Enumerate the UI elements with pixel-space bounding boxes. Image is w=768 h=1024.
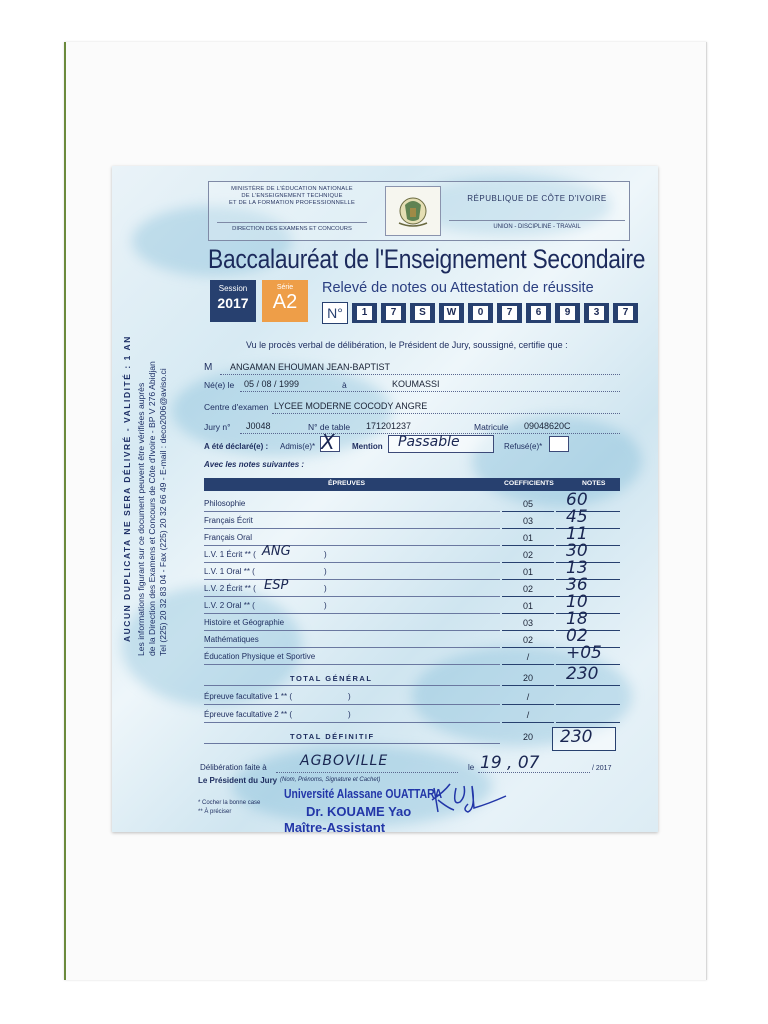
- sidebar-info-2: de la Direction des Examens et Concours de Côte d'Ivoire - BP V 276 Abidjan: [147, 361, 157, 656]
- jury-label: Jury n°: [204, 422, 231, 432]
- session-year: 2017: [217, 295, 249, 311]
- mention-label: Mention: [352, 442, 383, 451]
- note-value: 10: [566, 592, 588, 612]
- serial-char-value: S: [415, 306, 430, 320]
- subject-label: L.V. 2 Oral ** (: [204, 601, 255, 610]
- mention-value: Passable: [398, 434, 460, 450]
- note-value: 13: [566, 558, 588, 578]
- paren-close: ): [324, 584, 327, 593]
- refuse-checkbox: [549, 436, 569, 452]
- birth-place-label: à: [342, 380, 347, 390]
- total-final-label: TOTAL DÉFINITIF: [290, 732, 375, 741]
- paren-close: ): [324, 567, 327, 576]
- header-box: [208, 181, 630, 241]
- coefficient: 01: [502, 567, 554, 580]
- serie-badge: [262, 280, 308, 322]
- ministry-line: ET DE LA FORMATION PROFESSIONNELLE: [228, 200, 356, 206]
- admis-label: Admis(e)*: [280, 442, 316, 451]
- row-line: [204, 704, 500, 705]
- stamp-title: Maître-Assistant: [284, 820, 386, 832]
- coefficient: 02: [502, 584, 554, 597]
- document-title: Baccalauréat de l'Enseignement Secondaire: [208, 244, 646, 274]
- note-value: +05: [566, 643, 602, 663]
- date-label: le: [468, 763, 475, 772]
- coefficient: 02: [502, 635, 554, 648]
- birth-date-label: Né(e) le: [204, 380, 235, 390]
- sidebar-info-1: Les informations figurant sur ce document peuvent être vérifiées auprès: [136, 382, 146, 656]
- certify-text: Vu le procès verbal de délibération, le Président de Jury, soussigné, certifie que :: [246, 340, 568, 350]
- exam-center-label: Centre d'examen: [204, 402, 269, 412]
- col-epreuves: ÉPREUVES: [328, 480, 366, 487]
- sidebar-info-3: Tel (225) 20 32 83 04 - Fax (225) 20 32 66 49 - E-mail : deco2006@aviso.ci: [158, 368, 168, 656]
- birth-place: KOUMASSI: [392, 379, 440, 389]
- president-hint: (Nom, Prénoms, Signature et Cachet): [280, 777, 381, 783]
- row-line: [204, 511, 500, 512]
- candidate-name: ANGAMAN EHOUMAN JEAN-BAPTIST: [230, 362, 391, 372]
- declared-label: A été déclaré(e) :: [204, 442, 269, 451]
- serial-char: [381, 303, 406, 323]
- subject-label: Histoire et Géographie: [204, 618, 285, 627]
- stamp-name: Dr. KOUAME Yao: [306, 804, 412, 819]
- serial-char: [352, 303, 377, 323]
- note-box: [556, 690, 620, 705]
- subject-label: Français Écrit: [204, 516, 253, 525]
- total-final-coef: 20: [522, 732, 533, 742]
- serial-char-value: 3: [589, 306, 604, 320]
- optional-2-label: Épreuve facultative 2 ** (: [204, 710, 293, 719]
- deliberation-label: Délibération faite à: [200, 763, 267, 772]
- subject-label: Philosophie: [204, 499, 246, 508]
- matricule-label: Matricule: [474, 422, 509, 432]
- note-value: 36: [566, 575, 588, 595]
- session-label: Session: [218, 284, 248, 293]
- note-value: 02: [566, 626, 588, 646]
- paren-close: ): [348, 692, 351, 701]
- row-line: [204, 743, 500, 744]
- precise-note: ** À préciser: [198, 809, 232, 815]
- signature-icon: [428, 778, 510, 820]
- candidate-prefix: M: [204, 362, 213, 373]
- admis-mark: X: [321, 430, 335, 454]
- document-subtitle: Relevé de notes ou Attestation de réussite: [322, 280, 594, 296]
- directorate: DIRECTION DES EXAMENS ET CONCOURS: [217, 222, 367, 232]
- note-value: 30: [566, 541, 588, 561]
- table-label: N° de table: [308, 422, 351, 432]
- coefficient: 05: [502, 499, 554, 512]
- deliberation-place: AGBOVILLE: [300, 753, 389, 769]
- birth-date: 05 / 08 / 1999: [244, 379, 300, 389]
- deliberation-date: 19 , 07: [480, 753, 540, 773]
- row-line: [204, 579, 500, 580]
- serial-prefix: N°: [322, 302, 348, 324]
- coefficient: 01: [502, 533, 554, 546]
- coefficient: 03: [502, 516, 554, 529]
- stamp-university: Université Alassane OUATTARA: [284, 786, 443, 801]
- row-line: [204, 647, 500, 648]
- table-number: 171201237: [366, 421, 412, 431]
- total-general-label: TOTAL GÉNÉRAL: [290, 674, 373, 683]
- serial-char-value: 7: [502, 306, 517, 320]
- row-line: [204, 722, 500, 723]
- serial-char-value: 7: [618, 306, 633, 320]
- check-note: * Cocher la bonne case: [198, 800, 261, 806]
- note-value: 60: [566, 490, 588, 510]
- subject-label: L.V. 1 Écrit ** (: [204, 550, 256, 559]
- subject-label: L.V. 2 Écrit ** (: [204, 584, 256, 593]
- row-line: [204, 596, 500, 597]
- serial-char: [584, 303, 609, 323]
- dotted-line: [220, 374, 620, 375]
- sidebar-warning: AUCUN DUPLICATA NE SERA DÉLIVRÉ - VALIDITÉ : 1 AN: [122, 335, 132, 642]
- subject-label: L.V. 1 Oral ** (: [204, 567, 255, 576]
- serie-value: A2: [272, 291, 298, 313]
- session-badge: [210, 280, 256, 322]
- ministry-line: MINISTÈRE DE L'ÉDUCATION NATIONALE: [231, 186, 353, 192]
- national-motto: UNION - DISCIPLINE - TRAVAIL: [449, 220, 625, 230]
- note-value: 45: [566, 507, 588, 527]
- optional-1-label: Épreuve facultative 1 ** (: [204, 692, 293, 701]
- serial-char: [497, 303, 522, 323]
- serial-char-value: 9: [560, 306, 575, 320]
- serial-char-value: 0: [473, 306, 488, 320]
- exam-center: LYCEE MODERNE COCODY ANGRE: [274, 401, 428, 411]
- president-label: Le Président du Jury: [198, 776, 278, 785]
- language-value: ESP: [264, 578, 289, 593]
- serial-char-value: W: [444, 306, 459, 320]
- optional-2-coef: /: [502, 710, 554, 723]
- row-line: [204, 528, 500, 529]
- total-general-coef: 20: [502, 673, 554, 686]
- row-line: [204, 613, 500, 614]
- serial-number: [322, 302, 638, 324]
- note-value: 11: [566, 524, 588, 544]
- serial-char: [555, 303, 580, 323]
- refuse-label: Refusé(e)*: [504, 442, 543, 451]
- coefficient: 03: [502, 618, 554, 631]
- total-general-note: 230: [566, 664, 599, 684]
- serial-char-value: 1: [357, 306, 372, 320]
- serial-char-value: 6: [531, 306, 546, 320]
- notes-intro: Avec les notes suivantes :: [204, 460, 305, 469]
- matricule: 09048620C: [524, 421, 571, 431]
- dotted-line: [240, 391, 620, 392]
- ministry-block: [217, 186, 367, 207]
- subject-label: Éducation Physique et Sportive: [204, 652, 316, 661]
- serial-char: [526, 303, 551, 323]
- coefficient: 01: [502, 601, 554, 614]
- language-value: ANG: [262, 544, 291, 559]
- row-line: [204, 545, 500, 546]
- coefficient: 02: [502, 550, 554, 563]
- row-line: [204, 562, 500, 563]
- coefficient: /: [502, 652, 554, 665]
- paren-close: ): [348, 710, 351, 719]
- dotted-line: [276, 772, 458, 773]
- deliberation-year: / 2017: [592, 765, 612, 772]
- row-line: [204, 685, 500, 686]
- serial-char: [439, 303, 464, 323]
- serial-char: [410, 303, 435, 323]
- serie-label: Série: [276, 284, 294, 291]
- dotted-line: [478, 772, 590, 773]
- coat-of-arms-emblem: [385, 186, 441, 236]
- col-notes: NOTES: [582, 480, 606, 487]
- note-box: [556, 708, 620, 723]
- optional-1-coef: /: [502, 692, 554, 705]
- dotted-line: [272, 413, 620, 414]
- transcript-document: [112, 166, 658, 832]
- coat-of-arms-icon: [393, 191, 433, 231]
- serial-char-value: 7: [386, 306, 401, 320]
- total-final-note: 230: [560, 727, 593, 747]
- grades-table-header: [204, 478, 620, 491]
- subject-label: Français Oral: [204, 533, 253, 542]
- col-coefficients: COEFFICIENTS: [504, 480, 554, 487]
- serial-char: [468, 303, 493, 323]
- paren-close: ): [324, 601, 327, 610]
- row-line: [204, 630, 500, 631]
- paren-close: ): [324, 550, 327, 559]
- ministry-line: DE L'ENSEIGNEMENT TECHNIQUE: [241, 193, 343, 199]
- republic-title: RÉPUBLIQUE DE CÔTE D'IVOIRE: [467, 194, 607, 203]
- jury-number: J0048: [246, 421, 271, 431]
- note-value: 18: [566, 609, 588, 629]
- row-line: [204, 664, 500, 665]
- subject-label: Mathématiques: [204, 635, 259, 644]
- serial-char: [613, 303, 638, 323]
